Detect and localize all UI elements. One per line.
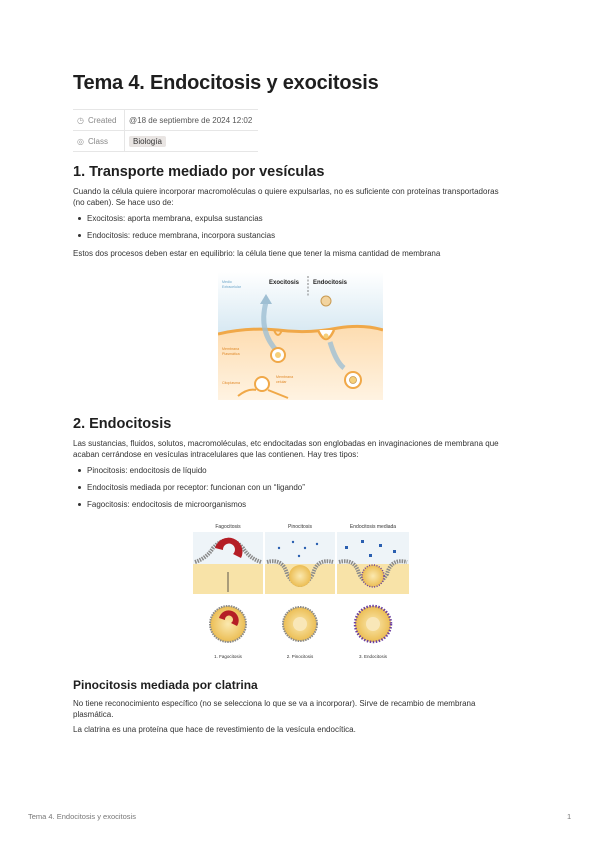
svg-text:Membrana: Membrana: [276, 375, 294, 379]
col-title: Pinocitosis: [288, 524, 312, 530]
col-title: Fagocitosis: [215, 524, 241, 530]
list-icon: ◎: [77, 136, 84, 146]
svg-text:Citoplasma: Citoplasma: [222, 381, 240, 385]
svg-text:celular: celular: [276, 380, 287, 384]
paragraph: Las sustancias, fluidos, solutos, macromoléculas, etc endocitadas son englobadas en invaginaciones de membrana que acaban cerrándose en vesículas intracelulares que las contienen. Hay tres tipos:: [73, 439, 499, 459]
section-heading: 1. Transporte mediado por vesículas: [73, 164, 325, 180]
paragraph: Cuando la célula quiere incorporar macromoléculas o quiere expulsarlas, no es suficiente con proteínas transportadoras (no caben). Se hace uso de:: [73, 187, 499, 207]
property-key: Created: [87, 115, 117, 125]
endocytosis-types-figure: [193, 518, 409, 666]
paragraph: No tiene reconocimiento específico (no se selecciona lo que se va a incorporar). Sirve de recambio de membrana plasmática.: [73, 699, 476, 719]
page-title: Tema 4. Endocitosis y exocitosis: [73, 72, 379, 94]
property-value[interactable]: @18 de septiembre de 2024 12:02: [129, 115, 253, 125]
list-item: Endocitosis mediada por receptor: funcionan con un “ligando”: [73, 483, 305, 492]
svg-text:Extracelular: Extracelular: [222, 285, 241, 289]
particle: [321, 296, 331, 306]
list-item: Fagocitosis: endocitosis de microorganismos: [73, 500, 246, 509]
svg-text:Membrana: Membrana: [222, 347, 240, 351]
page-number: 1: [567, 812, 572, 821]
property-key: Class: [87, 136, 108, 146]
col-caption: 3. Endocitosis: [358, 654, 388, 659]
subsection-heading: Pinocitosis mediada por clatrina: [73, 678, 258, 692]
col-caption: 2. Pinocitosis: [286, 654, 314, 659]
class-tag[interactable]: Biología: [129, 136, 166, 147]
col-caption: 1. Fagocitosis: [214, 654, 242, 659]
section-heading: 2. Endocitosis: [73, 416, 172, 432]
list-item: Exocitosis: aporta membrana, expulsa sustancias: [73, 214, 263, 223]
exocitosis-label: Exocitosis: [268, 280, 300, 286]
paragraph: La clatrina es una proteína que hace de revestimiento de la vesícula endocítica.: [73, 725, 356, 734]
endocitosis-label: Endocitosis: [312, 280, 348, 286]
col-title: Endocitosis mediada: [349, 524, 397, 530]
property-row-class: [73, 131, 258, 152]
properties-table: [73, 109, 258, 152]
exo-endocytosis-figure: [218, 272, 383, 400]
footer-title: Tema 4. Endocitosis y exocitosis: [28, 812, 136, 821]
property-row-created: [73, 110, 258, 131]
clock-icon: ◷: [77, 115, 84, 125]
svg-text:Plasmática: Plasmática: [222, 352, 240, 356]
list-item: Endocitosis: reduce membrana, incorpora sustancias: [73, 231, 275, 240]
svg-text:Medio: Medio: [222, 280, 232, 284]
list-item: Pinocitosis: endocitosis de líquido: [73, 466, 207, 475]
paragraph: Estos dos procesos deben estar en equilibrio: la célula tiene que tener la misma cantidad de membrana: [73, 249, 441, 258]
